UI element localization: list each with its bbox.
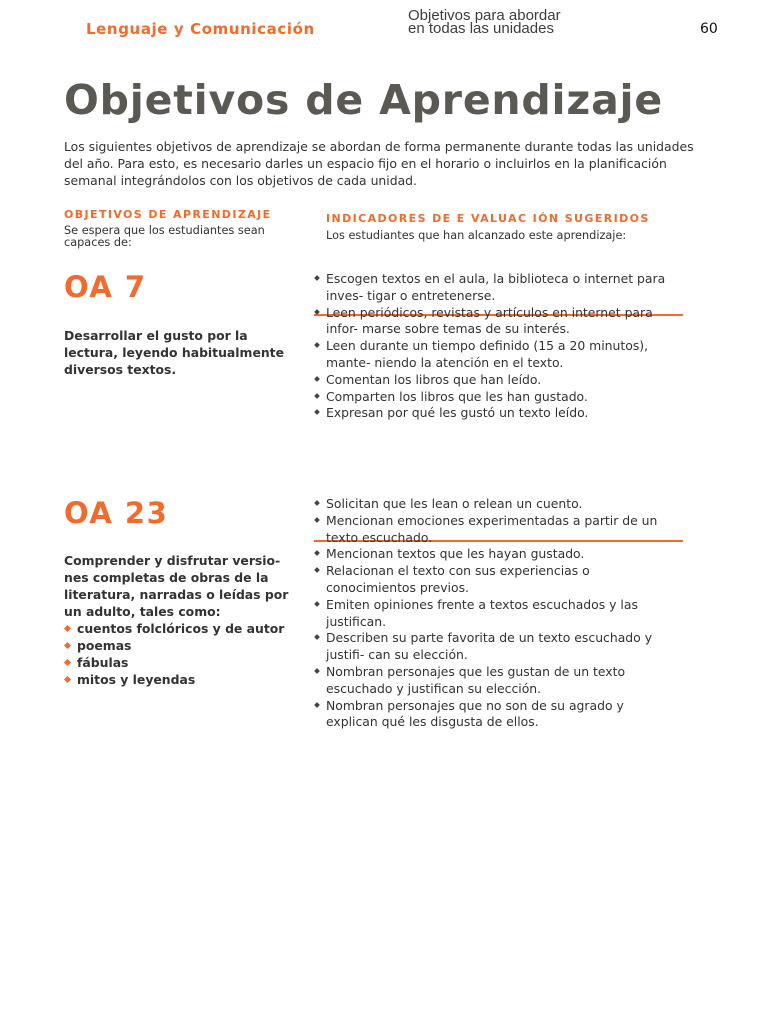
bullet-icon — [314, 393, 320, 399]
objectives-column-heading: OBJETIVOS DE APRENDIZAJE — [64, 208, 272, 221]
indicator-text: Nombran personajes que les gustan de un texto escuchado y justifican su elección. — [326, 663, 626, 696]
indicator-text: Emiten opiniones frente a textos escuchados y las justifican. — [326, 596, 638, 629]
indicator-item — [314, 597, 674, 631]
indicator-item — [314, 305, 674, 339]
objective-description — [64, 327, 296, 378]
indicator-item — [314, 271, 674, 305]
objective-sub-item — [64, 620, 296, 637]
bullet-icon — [314, 601, 320, 607]
indicator-text: Describen su parte favorita de un texto escuchado y justifi- can su elección. — [326, 630, 653, 663]
indicator-item — [314, 698, 674, 732]
indicator-text: Escogen textos en el aula, la biblioteca o internet para inves- tigar o entretenerse. — [326, 271, 666, 303]
indicator-item — [314, 563, 674, 597]
sub-item-text: mitos y leyendas — [77, 672, 196, 687]
objective-description-text: Desarrollar el gusto por la lectura, leyendo habitualmente diversos textos. — [64, 328, 284, 377]
indicator-list — [314, 271, 674, 422]
objective-code: OA 7 — [64, 270, 147, 304]
indicators-column-subheading: Los estudiantes que han alcanzado este aprendizaje: — [326, 229, 627, 242]
indicator-item — [314, 372, 674, 389]
indicator-text: Relacionan el texto con sus experiencias o conocimientos previos. — [326, 563, 590, 595]
indicator-text: Leen durante un tiempo definido (15 a 20 minutos), mante- niendo la atención en el texto. — [326, 338, 649, 370]
bullet-icon — [314, 551, 320, 557]
page-number: 60 — [700, 21, 718, 37]
objective-description-text: Comprender y disfrutar versio- nes completas de obras de la literatura, narradas o leídas por un adulto, tales como: — [64, 553, 289, 619]
indicator-item — [314, 664, 674, 698]
indicator-item — [314, 630, 674, 664]
page-title: Objetivos de Aprendizaje — [64, 76, 664, 124]
indicator-item — [314, 513, 674, 547]
indicator-list — [314, 496, 674, 731]
objective-code: OA 23 — [64, 496, 169, 530]
indicator-text: Comentan los libros que han leído. — [326, 371, 542, 387]
indicator-text: Nombran personajes que no son de su agrado y explican qué les disgusta de ellos. — [326, 697, 624, 730]
diamond-bullet-icon — [64, 676, 71, 683]
section-label-line-2: en todas las unidades — [408, 20, 554, 37]
bullet-icon — [314, 342, 320, 348]
diamond-bullet-icon — [64, 659, 71, 666]
indicator-item — [314, 496, 674, 513]
sub-item-text: cuentos folclóricos y de autor — [77, 621, 285, 636]
bullet-icon — [314, 376, 320, 382]
bullet-icon — [314, 702, 320, 708]
diamond-bullet-icon — [64, 642, 71, 649]
bullet-icon — [314, 517, 320, 523]
indicator-item — [314, 546, 674, 563]
indicator-text: Solicitan que les lean o relean un cuento. — [326, 496, 583, 511]
bullet-icon — [314, 309, 320, 315]
bullet-icon — [314, 567, 320, 573]
objectives-column-subheading: Se espera que los estudiantes sean capaces de: — [64, 224, 265, 249]
indicator-text: Expresan por qué les gustó un texto leído. — [326, 405, 589, 421]
sub-item-text: fábulas — [77, 655, 129, 670]
bullet-icon — [314, 275, 320, 281]
bullet-icon — [314, 500, 320, 506]
sub-item-text: poemas — [77, 638, 132, 653]
objective-description — [64, 552, 296, 688]
subject-label: Lenguaje y Comunicación — [86, 20, 315, 38]
intro-paragraph: Los siguientes objetivos de aprendizaje se abordan de forma permanente durante todas las unidades del año. Para esto, es necesario darles un espacio fijo en el horario o incluirlos en la planificación semanal integrándolos con los objetivos de cada unidad. — [64, 139, 694, 188]
bullet-icon — [314, 410, 320, 416]
diamond-bullet-icon — [64, 625, 71, 632]
indicator-item — [314, 338, 674, 372]
objective-sub-list — [64, 620, 296, 688]
indicators-column-heading: INDICADORES DE E VALUAC IÓN SUGERIDOS — [326, 212, 650, 225]
indicator-text: Mencionan textos que les hayan gustado. — [326, 546, 585, 562]
section-label — [408, 9, 561, 35]
indicator-text: Comparten los libros que les han gustado. — [326, 388, 588, 404]
bullet-icon — [314, 668, 320, 674]
section-label-line-1: Objetivos para abordar — [408, 7, 561, 24]
objective-sub-item — [64, 671, 296, 688]
objective-sub-item — [64, 654, 296, 671]
indicator-text: Leen periódicos, revistas y artículos en internet para infor- marse sobre temas de su interés. — [326, 304, 653, 337]
indicator-text: Mencionan emociones experimentadas a partir de un texto escuchado. — [326, 512, 658, 545]
indicator-item — [314, 389, 674, 406]
bullet-icon — [314, 635, 320, 641]
objective-sub-item — [64, 637, 296, 654]
indicator-item — [314, 405, 674, 422]
